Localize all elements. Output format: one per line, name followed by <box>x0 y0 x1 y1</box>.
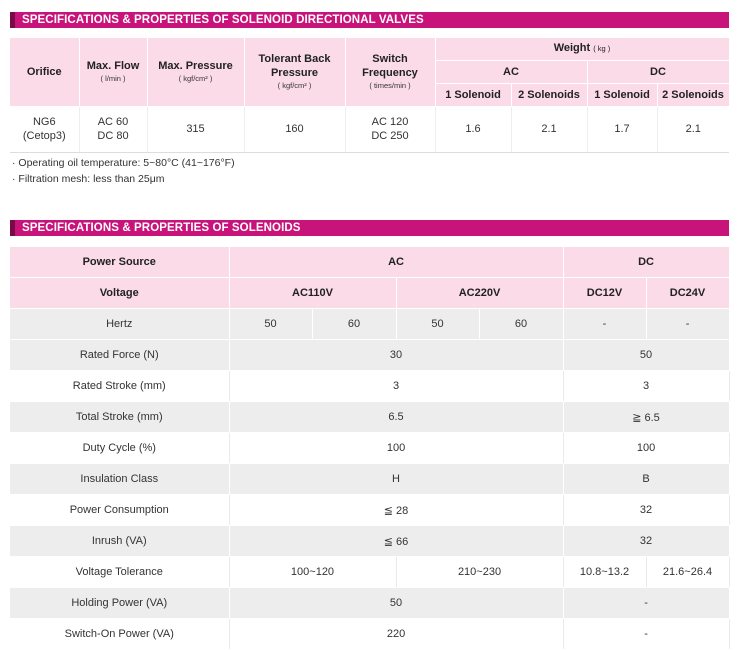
weight-dc-1-cell: 1.7 <box>587 106 657 152</box>
section-bar-accent <box>10 220 15 236</box>
section-bar-accent <box>10 12 15 28</box>
table-row <box>10 278 729 309</box>
insulation-class-label: Insulation Class <box>10 464 229 495</box>
solenoids-spec-table <box>10 247 730 650</box>
rated-force-dc: 50 <box>563 340 729 371</box>
switch-frequency-cell: AC 120 DC 250 <box>345 106 435 152</box>
table-row <box>10 309 729 340</box>
dc12v-header: DC12V <box>563 278 646 309</box>
holding-power-dc: - <box>563 588 729 619</box>
notes <box>12 155 235 187</box>
rated-stroke-label: Rated Stroke (mm) <box>10 371 229 402</box>
holding-power-ac: 50 <box>229 588 563 619</box>
inrush-dc: 32 <box>563 526 729 557</box>
ac220v-header: AC220V <box>396 278 563 309</box>
total-stroke-ac: 6.5 <box>229 402 563 433</box>
dc-1-solenoid-header: 1 Solenoid <box>587 83 657 106</box>
section-title-valves: SPECIFICATIONS & PROPERTIES OF SOLENOID DIRECTIONAL VALVES <box>10 12 729 28</box>
table-row <box>10 340 729 371</box>
valves-spec-table <box>10 38 730 153</box>
inrush-ac: ≦ 66 <box>229 526 563 557</box>
hertz-value: 50 <box>396 309 479 340</box>
rated-force-label: Rated Force (N) <box>10 340 229 371</box>
hertz-value: - <box>563 309 646 340</box>
table-row <box>10 619 729 650</box>
weight-ac-2-cell: 2.1 <box>511 106 587 152</box>
table-row <box>10 371 729 402</box>
hertz-value: - <box>646 309 729 340</box>
rated-stroke-ac: 3 <box>229 371 563 402</box>
dc24v-header: DC24V <box>646 278 729 309</box>
orifice-cell: NG6 (Cetop3) <box>10 106 79 152</box>
ac-1-solenoid-header: 1 Solenoid <box>435 83 511 106</box>
switch-on-power-label: Switch-On Power (VA) <box>10 619 229 650</box>
orifice-header: Orifice <box>10 38 79 106</box>
ac-2-solenoids-header: 2 Solenoids <box>511 83 587 106</box>
duty-cycle-dc: 100 <box>563 433 729 464</box>
weight-dc-2-cell: 2.1 <box>657 106 729 152</box>
table-row <box>10 495 729 526</box>
insulation-class-dc: B <box>563 464 729 495</box>
weight-dc-header: DC <box>587 60 729 83</box>
power-source-label: Power Source <box>10 247 229 278</box>
dc-2-solenoids-header: 2 Solenoids <box>657 83 729 106</box>
voltage-tolerance-dc24: 21.6~26.4 <box>646 557 729 588</box>
note-filtration-mesh: · Filtration mesh: less than 25μm <box>12 173 165 185</box>
ac-header: AC <box>229 247 563 278</box>
table-row <box>10 464 729 495</box>
table-row <box>10 247 729 278</box>
max-flow-cell: AC 60 DC 80 <box>79 106 147 152</box>
hertz-value: 60 <box>312 309 396 340</box>
power-consumption-label: Power Consumption <box>10 495 229 526</box>
power-consumption-ac: ≦ 28 <box>229 495 563 526</box>
hertz-value: 50 <box>229 309 312 340</box>
back-pressure-header: Tolerant Back Pressure ( kgf/cm² ) <box>244 38 345 106</box>
insulation-class-ac: H <box>229 464 563 495</box>
holding-power-label: Holding Power (VA) <box>10 588 229 619</box>
voltage-tolerance-label: Voltage Tolerance <box>10 557 229 588</box>
rated-stroke-dc: 3 <box>563 371 729 402</box>
hertz-value: 60 <box>479 309 563 340</box>
ac110v-header: AC110V <box>229 278 396 309</box>
voltage-tolerance-ac220: 210~230 <box>396 557 563 588</box>
power-consumption-dc: 32 <box>563 495 729 526</box>
switch-on-power-ac: 220 <box>229 619 563 650</box>
max-pressure-cell: 315 <box>147 106 244 152</box>
table-row <box>10 526 729 557</box>
switch-frequency-header: Switch Frequency ( times/min ) <box>345 38 435 106</box>
voltage-tolerance-dc12: 10.8~13.2 <box>563 557 646 588</box>
rated-force-ac: 30 <box>229 340 563 371</box>
table-row <box>10 402 729 433</box>
total-stroke-dc: ≧ 6.5 <box>563 402 729 433</box>
weight-header: Weight ( kg ) <box>435 38 729 60</box>
dc-header: DC <box>563 247 729 278</box>
hertz-label: Hertz <box>10 309 229 340</box>
section-title-solenoids: SPECIFICATIONS & PROPERTIES OF SOLENOIDS <box>10 220 729 236</box>
duty-cycle-label: Duty Cycle (%) <box>10 433 229 464</box>
total-stroke-label: Total Stroke (mm) <box>10 402 229 433</box>
table-row <box>10 106 729 152</box>
table-row <box>10 588 729 619</box>
weight-ac-header: AC <box>435 60 587 83</box>
switch-on-power-dc: - <box>563 619 729 650</box>
duty-cycle-ac: 100 <box>229 433 563 464</box>
voltage-label: Voltage <box>10 278 229 309</box>
back-pressure-cell: 160 <box>244 106 345 152</box>
table-row <box>10 557 729 588</box>
weight-ac-1-cell: 1.6 <box>435 106 511 152</box>
note-oil-temperature: · Operating oil temperature: 5~80°C (41~176°F) <box>12 157 235 169</box>
inrush-label: Inrush (VA) <box>10 526 229 557</box>
max-pressure-header: Max. Pressure ( kgf/cm² ) <box>147 38 244 106</box>
max-flow-header: Max. Flow ( l/min ) <box>79 38 147 106</box>
voltage-tolerance-ac110: 100~120 <box>229 557 396 588</box>
table-row <box>10 433 729 464</box>
